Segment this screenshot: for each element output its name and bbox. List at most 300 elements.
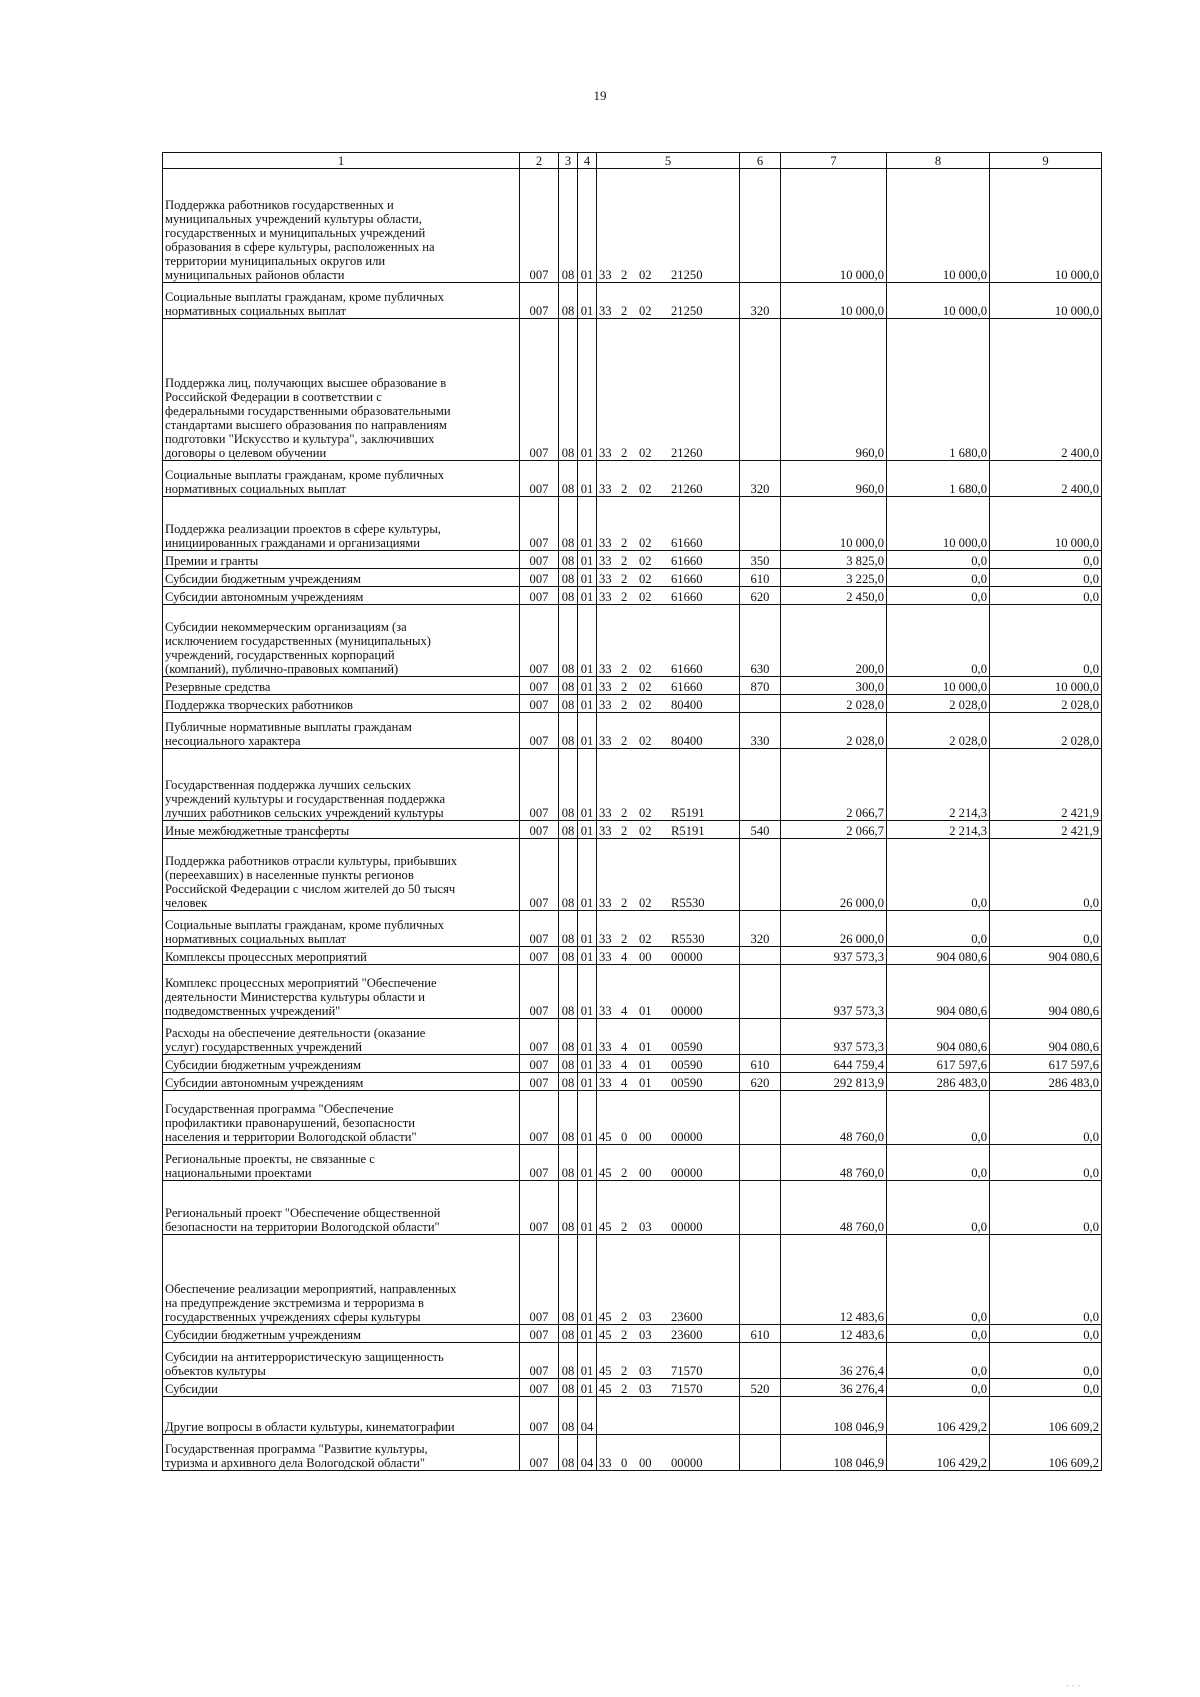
amount-2026-cell: 2 028,0 [887,695,990,713]
amount-2027-cell: 904 080,6 [990,947,1102,965]
event-code: 02 [639,304,652,318]
amount-2025-cell: 2 450,0 [781,587,887,605]
amount-2026-cell: 2 214,3 [887,749,990,821]
subprogram-code: 2 [621,896,628,910]
section-code-cell: 08 [559,821,578,839]
amount-2027-cell: 0,0 [990,839,1102,911]
subprogram-code: 2 [621,446,628,460]
row-name-cell: Государственная поддержка лучших сельских учреждений культуры и государственная поддержка лучших работников сельских учреждений культуры [163,749,520,821]
table-row [163,605,1102,677]
target-article-cell [597,319,740,461]
ministry-code-cell: 007 [520,497,559,551]
subprogram-code: 2 [621,1166,628,1180]
event-code: 02 [639,680,652,694]
target-article-cell [597,1379,740,1397]
amount-2026-cell: 0,0 [887,1091,990,1145]
event-code: 00 [639,1166,652,1180]
amount-2025-cell: 26 000,0 [781,911,887,947]
subsection-code-cell: 01 [578,1145,597,1181]
direction-code: 61660 [671,680,703,694]
table-row [163,169,1102,283]
amount-2025-cell: 2 028,0 [781,713,887,749]
subsection-code-cell: 01 [578,677,597,695]
ministry-code-cell: 007 [520,1235,559,1325]
subprogram-code: 2 [621,1220,628,1234]
subsection-code-cell: 01 [578,605,597,677]
amount-2025-cell: 200,0 [781,605,887,677]
ministry-code-cell: 007 [520,1181,559,1235]
event-code: 01 [639,1076,652,1090]
expense-type-cell [740,169,781,283]
target-article-cell [597,497,740,551]
amount-2027-cell: 0,0 [990,1145,1102,1181]
ministry-code-cell: 007 [520,1019,559,1055]
amount-2025-cell: 108 046,9 [781,1435,887,1471]
ministry-code-cell: 007 [520,965,559,1019]
section-code-cell: 08 [559,749,578,821]
amount-2026-cell: 904 080,6 [887,947,990,965]
event-code: 01 [639,1004,652,1018]
ministry-code-cell: 007 [520,1091,559,1145]
subsection-code-cell: 01 [578,1235,597,1325]
program-code: 33 [599,1076,612,1090]
amount-2025-cell: 292 813,9 [781,1073,887,1091]
section-code-cell: 08 [559,319,578,461]
table-row [163,1343,1102,1379]
amount-2026-cell: 0,0 [887,1325,990,1343]
amount-2027-cell: 2 400,0 [990,319,1102,461]
amount-2027-cell: 0,0 [990,605,1102,677]
amount-2025-cell: 960,0 [781,461,887,497]
row-name-cell: Региональный проект "Обеспечение общественной безопасности на территории Вологодской области" [163,1181,520,1235]
ministry-code-cell: 007 [520,1073,559,1091]
subsection-code-cell: 01 [578,1181,597,1235]
amount-2026-cell: 904 080,6 [887,1019,990,1055]
expense-type-cell [740,1435,781,1471]
table-row [163,1325,1102,1343]
row-name-cell: Иные межбюджетные трансферты [163,821,520,839]
program-code: 33 [599,662,612,676]
amount-2025-cell: 26 000,0 [781,839,887,911]
section-code-cell: 08 [559,587,578,605]
direction-code: R5191 [671,824,705,838]
table-row [163,569,1102,587]
table-row [163,821,1102,839]
ministry-code-cell: 007 [520,551,559,569]
subprogram-code: 2 [621,572,628,586]
section-code-cell: 08 [559,965,578,1019]
subprogram-code: 4 [621,1040,628,1054]
section-code-cell: 08 [559,169,578,283]
program-code: 33 [599,896,612,910]
direction-code: 23600 [671,1328,703,1342]
row-name-cell: Комплекс процессных мероприятий "Обеспечение деятельности Министерства культуры области и подведомственных учреждений" [163,965,520,1019]
event-code: 02 [639,590,652,604]
row-name-cell: Поддержка творческих работников [163,695,520,713]
event-code: 00 [639,1130,652,1144]
amount-2026-cell: 2 028,0 [887,713,990,749]
target-article-cell [597,1397,740,1435]
event-code: 03 [639,1364,652,1378]
amount-2027-cell: 617 597,6 [990,1055,1102,1073]
direction-code: 71570 [671,1364,703,1378]
program-code: 33 [599,932,612,946]
subsection-code-cell: 01 [578,1325,597,1343]
amount-2027-cell: 0,0 [990,1325,1102,1343]
program-code: 33 [599,680,612,694]
column-header: 3 [559,153,578,169]
row-name-cell: Поддержка реализации проектов в сфере культуры, инициированных гражданами и организациями [163,497,520,551]
subsection-code-cell: 01 [578,911,597,947]
subprogram-code: 2 [621,824,628,838]
event-code: 02 [639,734,652,748]
program-code: 33 [599,734,612,748]
ministry-code-cell: 007 [520,839,559,911]
expense-type-cell [740,1091,781,1145]
event-code: 00 [639,1456,652,1470]
target-article-cell [597,569,740,587]
amount-2025-cell: 108 046,9 [781,1397,887,1435]
row-name-cell: Субсидии автономным учреждениям [163,587,520,605]
table-row [163,911,1102,947]
amount-2026-cell: 10 000,0 [887,497,990,551]
amount-2026-cell: 0,0 [887,1235,990,1325]
column-header: 5 [597,153,740,169]
target-article-cell [597,713,740,749]
row-name-cell: Государственная программа "Развитие культуры, туризма и архивного дела Вологодской области" [163,1435,520,1471]
table-row [163,497,1102,551]
subprogram-code: 2 [621,662,628,676]
section-code-cell: 08 [559,947,578,965]
expense-type-cell [740,319,781,461]
subprogram-code: 2 [621,1382,628,1396]
subprogram-code: 2 [621,932,628,946]
amount-2026-cell: 0,0 [887,587,990,605]
row-name-cell: Публичные нормативные выплаты гражданам несоциального характера [163,713,520,749]
header-row [163,153,1102,169]
expense-type-cell [740,1397,781,1435]
row-name-cell: Социальные выплаты гражданам, кроме публичных нормативных социальных выплат [163,911,520,947]
row-name-cell: Субсидии [163,1379,520,1397]
amount-2026-cell: 0,0 [887,1343,990,1379]
table-row [163,1091,1102,1145]
expense-type-cell [740,1145,781,1181]
direction-code: 80400 [671,734,703,748]
direction-code: 00590 [671,1040,703,1054]
target-article-cell [597,169,740,283]
section-code-cell: 08 [559,1073,578,1091]
ministry-code-cell: 007 [520,695,559,713]
row-name-cell: Субсидии бюджетным учреждениям [163,569,520,587]
amount-2025-cell: 12 483,6 [781,1325,887,1343]
target-article-cell [597,911,740,947]
ministry-code-cell: 007 [520,911,559,947]
target-article-cell [597,1235,740,1325]
expense-type-cell: 870 [740,677,781,695]
scan-mark: · · · [1066,1682,1081,1692]
amount-2026-cell: 10 000,0 [887,169,990,283]
target-article-cell [597,551,740,569]
amount-2025-cell: 960,0 [781,319,887,461]
event-code: 02 [639,536,652,550]
event-code: 03 [639,1310,652,1324]
amount-2027-cell: 0,0 [990,1379,1102,1397]
amount-2025-cell: 36 276,4 [781,1379,887,1397]
row-name-cell: Комплексы процессных мероприятий [163,947,520,965]
program-code: 33 [599,1004,612,1018]
amount-2025-cell: 48 760,0 [781,1181,887,1235]
table-row [163,1235,1102,1325]
event-code: 02 [639,824,652,838]
subsection-code-cell: 01 [578,319,597,461]
expense-type-cell: 610 [740,1055,781,1073]
amount-2027-cell: 286 483,0 [990,1073,1102,1091]
expense-type-cell [740,695,781,713]
row-name-cell: Социальные выплаты гражданам, кроме публичных нормативных социальных выплат [163,461,520,497]
row-name-cell: Резервные средства [163,677,520,695]
row-name-cell: Премии и гранты [163,551,520,569]
subprogram-code: 2 [621,554,628,568]
amount-2025-cell: 2 066,7 [781,749,887,821]
direction-code: 00000 [671,1456,703,1470]
direction-code: 80400 [671,698,703,712]
program-code: 45 [599,1328,612,1342]
row-name-cell: Государственная программа "Обеспечение профилактики правонарушений, безопасности населения и территории Вологодской области" [163,1091,520,1145]
amount-2027-cell: 2 400,0 [990,461,1102,497]
ministry-code-cell: 007 [520,1435,559,1471]
event-code: 02 [639,554,652,568]
subsection-code-cell: 01 [578,1343,597,1379]
row-name-cell: Субсидии на антитеррористическую защищенность объектов культуры [163,1343,520,1379]
target-article-cell [597,1145,740,1181]
amount-2027-cell: 2 421,9 [990,749,1102,821]
amount-2027-cell: 0,0 [990,1181,1102,1235]
amount-2026-cell: 10 000,0 [887,677,990,695]
program-code: 45 [599,1382,612,1396]
amount-2026-cell: 106 429,2 [887,1397,990,1435]
ministry-code-cell: 007 [520,1325,559,1343]
column-header: 1 [163,153,520,169]
subsection-code-cell: 01 [578,1091,597,1145]
section-code-cell: 08 [559,1235,578,1325]
direction-code: 00590 [671,1076,703,1090]
subsection-code-cell: 01 [578,1019,597,1055]
section-code-cell: 08 [559,839,578,911]
subprogram-code: 2 [621,536,628,550]
target-article-cell [597,839,740,911]
amount-2026-cell: 0,0 [887,839,990,911]
table-row [163,587,1102,605]
amount-2025-cell: 937 573,3 [781,947,887,965]
section-code-cell: 08 [559,1325,578,1343]
target-article-cell [597,1325,740,1343]
subsection-code-cell: 01 [578,169,597,283]
ministry-code-cell: 007 [520,169,559,283]
column-header: 7 [781,153,887,169]
table-row [163,965,1102,1019]
ministry-code-cell: 007 [520,947,559,965]
subprogram-code: 2 [621,1310,628,1324]
expense-type-cell: 610 [740,569,781,587]
amount-2026-cell: 10 000,0 [887,283,990,319]
amount-2026-cell: 0,0 [887,1181,990,1235]
subprogram-code: 2 [621,1328,628,1342]
subsection-code-cell: 01 [578,839,597,911]
section-code-cell: 08 [559,1379,578,1397]
table-row [163,551,1102,569]
ministry-code-cell: 007 [520,1397,559,1435]
event-code: 03 [639,1328,652,1342]
amount-2027-cell: 0,0 [990,1343,1102,1379]
direction-code: 61660 [671,662,703,676]
amount-2026-cell: 0,0 [887,551,990,569]
subsection-code-cell: 01 [578,1055,597,1073]
program-code: 33 [599,304,612,318]
subprogram-code: 2 [621,734,628,748]
target-article-cell [597,695,740,713]
amount-2027-cell: 0,0 [990,551,1102,569]
amount-2026-cell: 0,0 [887,911,990,947]
column-header: 8 [887,153,990,169]
amount-2025-cell: 937 573,3 [781,1019,887,1055]
row-name-cell: Субсидии автономным учреждениям [163,1073,520,1091]
subsection-code-cell: 01 [578,713,597,749]
expense-type-cell [740,1181,781,1235]
subsection-code-cell: 01 [578,695,597,713]
page-number: 19 [593,88,607,103]
subprogram-code: 2 [621,1364,628,1378]
direction-code: 00000 [671,950,703,964]
amount-2025-cell: 3 225,0 [781,569,887,587]
expense-type-cell: 630 [740,605,781,677]
amount-2026-cell: 617 597,6 [887,1055,990,1073]
expense-type-cell: 350 [740,551,781,569]
section-code-cell: 08 [559,677,578,695]
event-code: 01 [639,1040,652,1054]
expense-type-cell: 540 [740,821,781,839]
target-article-cell [597,1019,740,1055]
subsection-code-cell: 01 [578,749,597,821]
direction-code: R5191 [671,806,705,820]
subsection-code-cell: 01 [578,551,597,569]
amount-2027-cell: 0,0 [990,911,1102,947]
program-code: 33 [599,268,612,282]
ministry-code-cell: 007 [520,587,559,605]
amount-2027-cell: 904 080,6 [990,1019,1102,1055]
amount-2027-cell: 0,0 [990,569,1102,587]
table-row [163,283,1102,319]
event-code: 03 [639,1220,652,1234]
amount-2026-cell: 106 429,2 [887,1435,990,1471]
section-code-cell: 08 [559,713,578,749]
column-header: 4 [578,153,597,169]
section-code-cell: 08 [559,1019,578,1055]
section-code-cell: 08 [559,1145,578,1181]
expense-type-cell: 330 [740,713,781,749]
column-header: 2 [520,153,559,169]
subprogram-code: 0 [621,1456,628,1470]
section-code-cell: 08 [559,695,578,713]
subprogram-code: 2 [621,482,628,496]
expense-type-cell: 320 [740,283,781,319]
amount-2027-cell: 106 609,2 [990,1435,1102,1471]
table-row [163,1181,1102,1235]
program-code: 33 [599,554,612,568]
program-code: 45 [599,1130,612,1144]
amount-2025-cell: 2 028,0 [781,695,887,713]
ministry-code-cell: 007 [520,319,559,461]
target-article-cell [597,1435,740,1471]
ministry-code-cell: 007 [520,569,559,587]
section-code-cell: 08 [559,1055,578,1073]
amount-2027-cell: 10 000,0 [990,283,1102,319]
amount-2027-cell: 2 028,0 [990,695,1102,713]
section-code-cell: 08 [559,569,578,587]
row-name-cell: Другие вопросы в области культуры, кинематографии [163,1397,520,1435]
amount-2027-cell: 2 028,0 [990,713,1102,749]
amount-2026-cell: 904 080,6 [887,965,990,1019]
expense-type-cell [740,1019,781,1055]
subsection-code-cell: 01 [578,283,597,319]
subprogram-code: 2 [621,268,628,282]
expense-type-cell [740,749,781,821]
program-code: 33 [599,536,612,550]
expense-type-cell: 320 [740,911,781,947]
direction-code: 61660 [671,590,703,604]
ministry-code-cell: 007 [520,713,559,749]
table-row [163,1379,1102,1397]
subsection-code-cell: 01 [578,1379,597,1397]
event-code: 02 [639,806,652,820]
section-code-cell: 08 [559,1343,578,1379]
event-code: 02 [639,268,652,282]
subsection-code-cell: 01 [578,947,597,965]
column-header: 6 [740,153,781,169]
program-code: 33 [599,1058,612,1072]
column-header: 9 [990,153,1102,169]
event-code: 02 [639,932,652,946]
subprogram-code: 4 [621,1004,628,1018]
subprogram-code: 0 [621,1130,628,1144]
table-row [163,947,1102,965]
section-code-cell: 08 [559,461,578,497]
row-name-cell: Социальные выплаты гражданам, кроме публичных нормативных социальных выплат [163,283,520,319]
table-row [163,1073,1102,1091]
event-code: 02 [639,482,652,496]
section-code-cell: 08 [559,497,578,551]
budget-table [162,152,1102,1471]
table-row [163,1055,1102,1073]
amount-2025-cell: 10 000,0 [781,497,887,551]
target-article-cell [597,1343,740,1379]
direction-code: 71570 [671,1382,703,1396]
section-code-cell: 08 [559,1435,578,1471]
table-row [163,319,1102,461]
amount-2025-cell: 2 066,7 [781,821,887,839]
program-code: 33 [599,824,612,838]
table-row [163,1435,1102,1471]
program-code: 33 [599,482,612,496]
event-code: 02 [639,698,652,712]
table-row [163,695,1102,713]
row-name-cell: Субсидии бюджетным учреждениям [163,1055,520,1073]
table-row [163,1145,1102,1181]
program-code: 45 [599,1310,612,1324]
direction-code: 61660 [671,572,703,586]
ministry-code-cell: 007 [520,605,559,677]
table-row [163,749,1102,821]
amount-2027-cell: 2 421,9 [990,821,1102,839]
